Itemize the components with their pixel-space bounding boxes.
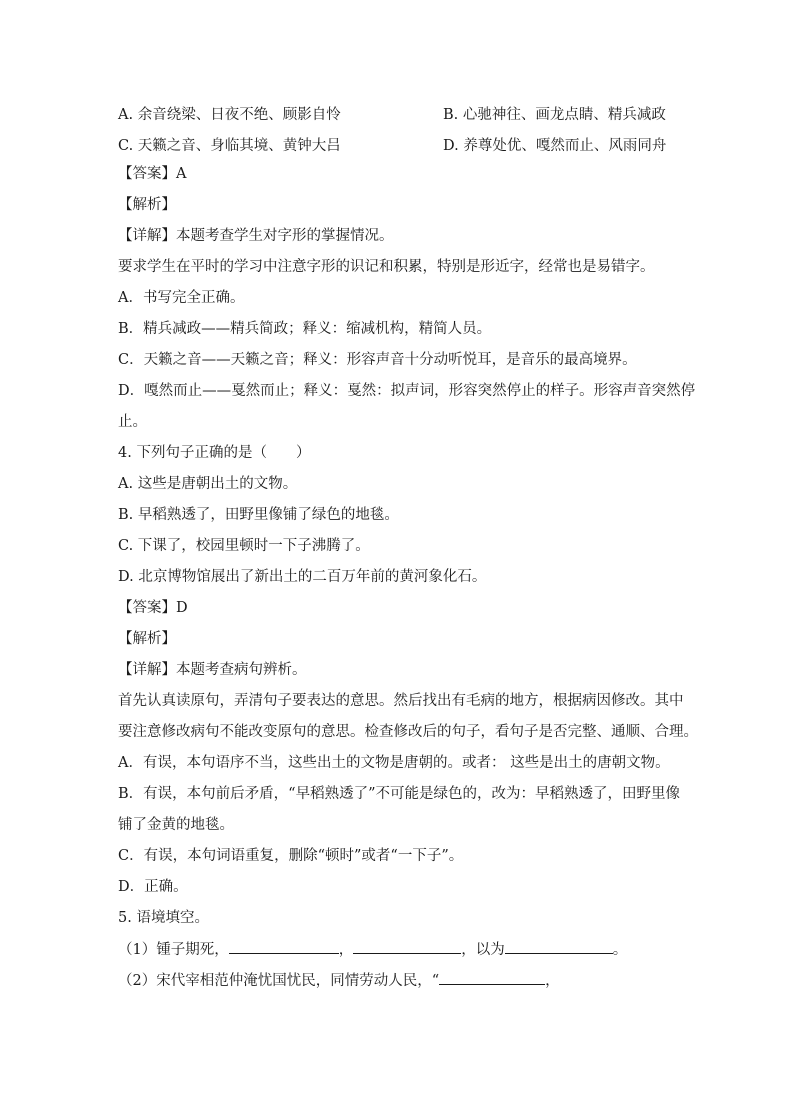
q3-detail: 【详解】本题考查学生对字形的掌握情况。 [118,228,394,244]
q4-option-a: A. 这些是唐朝出土的文物。 [118,476,298,492]
q3-explain-c: C．天籁之音——天籁之音；释义：形容声音十分动听悦耳，是音乐的最高境界。 [118,352,637,368]
q4-explain-c: C．有误，本句词语重复，删除“顿时”或者“一下子”。 [118,848,464,864]
q4-explain-b-line2: 铺了金黄的地毯。 [118,817,234,833]
fill-blank[interactable] [505,939,613,954]
q4-paragraph-line2: 要注意修改病句不能改变原句的意思。检查修改后的句子，看句子是否完整、通顺、合理。 [118,724,698,740]
q4-option-b: B. 早稻熟透了，田野里像铺了绿色的地毯。 [118,507,399,523]
q5-title: 5. 语境填空。 [118,910,209,926]
q3-answer: 【答案】A [118,166,187,182]
q4-paragraph-line1: 首先认真读原句，弄清句子要表达的意思。然后找出有毛病的地方，根据病因修改。其中 [118,693,684,709]
q4-detail: 【详解】本题考查病句辨析。 [118,662,307,678]
q4-explain-b-line1: B．有误，本句前后矛盾，“早稻熟透了”不可能是绿色的，改为：早稻熟透了，田野里像 [118,786,680,802]
q4-answer: 【答案】D [118,600,188,616]
q5-1-end: 。 [612,942,628,958]
q4-option-c: C. 下课了，校园里顿时一下子沸腾了。 [118,538,370,554]
fill-blank[interactable] [439,970,545,985]
q3-analysis-label: 【解析】 [118,197,176,213]
q5-1-sep2: ，以为 [461,942,505,958]
q3-explain-a: A．书写完全正确。 [118,290,245,306]
q5-item-2 [118,970,560,991]
q4-analysis-label: 【解析】 [118,631,176,647]
q3-explain-d-line2: 止。 [118,414,147,430]
q3-explain-b: B．精兵减政——精兵简政；释义：缩减机构，精简人员。 [118,321,492,337]
q3-option-b: B. 心驰神往、画龙点睛、精兵减政 [443,107,666,123]
q4-question: 4. 下列句子正确的是（ ） [118,445,311,461]
q5-1-sep1: ， [338,942,354,958]
fill-blank[interactable] [229,939,339,954]
q3-option-c: C. 天籁之音、身临其境、黄钟大吕 [118,138,341,154]
q5-2-end: ， [545,973,560,989]
q4-option-d: D. 北京博物馆展出了新出土的二百万年前的黄河象化石。 [118,569,487,585]
q4-explain-d: D．正确。 [118,879,188,895]
q3-option-a: A. 余音绕梁、日夜不绝、顾影自怜 [118,107,341,123]
q3-note: 要求学生在平时的学习中注意字形的识记和积累，特别是形近字，经常也是易错字。 [118,259,655,275]
q3-option-d: D. 养尊处优、嘎然而止、风雨同舟 [443,138,667,154]
q3-explain-d-line1: D．嘎然而止——戛然而止；释义：戛然：拟声词，形容突然停止的样子。形容声音突然停 [118,383,696,399]
q5-1-prefix: （1）锺子期死， [118,942,229,958]
fill-blank[interactable] [353,939,461,954]
q5-item-1 [118,939,627,960]
q4-explain-a: A．有误，本句语序不当，这些出土的文物是唐朝的。或者： 这些是出土的唐朝文物。 [118,755,670,771]
q5-2-prefix: （2）宋代宰相范仲淹忧国忧民，同情劳动人民，“ [118,973,440,989]
